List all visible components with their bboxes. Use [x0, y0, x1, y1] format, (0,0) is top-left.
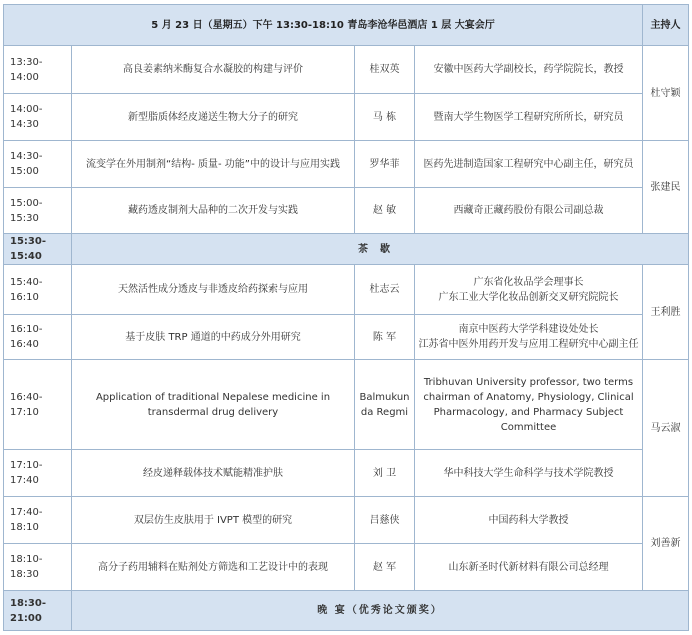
table-row: [4, 497, 689, 544]
time-cell: 14:00-14:30: [4, 94, 72, 141]
host-cell: 马云淑: [643, 360, 689, 497]
host-cell: 刘善新: [643, 497, 689, 591]
affiliation-line: Tribhuvan University professor, two terms: [423, 376, 634, 388]
host-column-header: 主持人: [643, 5, 689, 46]
time-cell: 13:30-14:00: [4, 46, 72, 94]
speaker-cell: [355, 360, 415, 450]
affiliation-cell: 安徽中医药大学副校长，药学院院长，教授: [415, 46, 643, 94]
table-row: [4, 265, 689, 315]
schedule-table: [3, 4, 689, 631]
table-row: [4, 450, 689, 497]
speaker-line: Balmukun: [359, 391, 410, 403]
speaker-line: da Regmi: [360, 406, 409, 418]
time-cell: 15:30-15:40: [4, 234, 72, 265]
speaker-cell: 罗华菲: [355, 141, 415, 188]
table-row: [4, 46, 689, 94]
affiliation-cell: 西藏奇正藏药股份有限公司副总裁: [415, 188, 643, 234]
topic-cell: [72, 360, 355, 450]
tea-break-row: [4, 234, 689, 265]
host-cell: 王利胜: [643, 265, 689, 360]
time-cell: 18:10-18:30: [4, 544, 72, 591]
time-cell: 18:30-21:00: [4, 591, 72, 631]
topic-cell: 高良姜素纳米酶复合水凝胶的构建与评价: [72, 46, 355, 94]
affiliation-line: 南京中医药大学学科建设处处长: [458, 324, 599, 335]
time-cell: 15:40-16:10: [4, 265, 72, 315]
affiliation-line: 江苏省中医外用药开发与应用工程研究中心副主任: [418, 339, 639, 350]
affiliation-cell: 山东新圣时代新材料有限公司总经理: [415, 544, 643, 591]
speaker-cell: 刘 卫: [355, 450, 415, 497]
affiliation-line: chairman of Anatomy, Physiology, Clinical: [423, 391, 634, 403]
affiliation-cell: 医药先进制造国家工程研究中心副主任，研究员: [415, 141, 643, 188]
affiliation-cell: 中国药科大学教授: [415, 497, 643, 544]
speaker-cell: 马 栋: [355, 94, 415, 141]
topic-cell: 经皮递释载体技术赋能精准护肤: [72, 450, 355, 497]
table-row: [4, 544, 689, 591]
topic-cell: 高分子药用辅料在贴剂处方筛选和工艺设计中的表现: [72, 544, 355, 591]
affiliation-line: Committee: [500, 421, 557, 433]
topic-cell: 流变学在外用制剂“结构- 质量- 功能”中的设计与应用实践: [72, 141, 355, 188]
host-cell: 张建民: [643, 141, 689, 234]
speaker-cell: 陈 军: [355, 315, 415, 360]
time-cell: 16:40-17:10: [4, 360, 72, 450]
topic-cell: 天然活性成分透皮与非透皮给药探索与应用: [72, 265, 355, 315]
affiliation-cell: 华中科技大学生命科学与技术学院教授: [415, 450, 643, 497]
speaker-cell: 杜志云: [355, 265, 415, 315]
header-row: [4, 5, 689, 46]
topic-line: transdermal drug delivery: [147, 406, 279, 418]
time-cell: 15:00-15:30: [4, 188, 72, 234]
affiliation-cell: 暨南大学生物医学工程研究所所长，研究员: [415, 94, 643, 141]
host-cell: 杜守颖: [643, 46, 689, 141]
affiliation-line: Pharmacology, and Pharmacy Subject: [433, 406, 624, 418]
affiliation-line: 广东工业大学化妆品创新交叉研究院院长: [438, 291, 619, 303]
session-title: 5 月 23 日（星期五）下午 13:30-18:10 青岛李沧华邑酒店 1 层 大宴会厅: [4, 5, 643, 46]
table-row: [4, 94, 689, 141]
topic-line: Application of traditional Nepalese medicine in: [95, 391, 331, 403]
table-row: [4, 188, 689, 234]
topic-cell: 藏药透皮制剂大品种的二次开发与实践: [72, 188, 355, 234]
speaker-cell: 桂双英: [355, 46, 415, 94]
table-row: [4, 360, 689, 450]
table-row: [4, 315, 689, 360]
time-cell: 16:10-16:40: [4, 315, 72, 360]
table-row: [4, 141, 689, 188]
affiliation-cell: [415, 360, 643, 450]
affiliation-cell: [415, 265, 643, 315]
time-cell: 14:30-15:00: [4, 141, 72, 188]
topic-cell: 双层仿生皮肤用于 IVPT 模型的研究: [72, 497, 355, 544]
speaker-cell: 吕慈侠: [355, 497, 415, 544]
affiliation-line: 广东省化妆品学会理事长: [473, 276, 584, 288]
time-cell: 17:40-18:10: [4, 497, 72, 544]
dinner-label: 晚 宴（优秀论文颁奖）: [72, 591, 689, 631]
time-cell: 17:10-17:40: [4, 450, 72, 497]
affiliation-cell: [415, 315, 643, 360]
speaker-cell: 赵 敏: [355, 188, 415, 234]
topic-cell: 基于皮肤 TRP 通道的中药成分外用研究: [72, 315, 355, 360]
topic-cell: 新型脂质体经皮递送生物大分子的研究: [72, 94, 355, 141]
speaker-cell: 赵 军: [355, 544, 415, 591]
dinner-row: [4, 591, 689, 631]
tea-break-label: 茶歇: [72, 234, 689, 265]
